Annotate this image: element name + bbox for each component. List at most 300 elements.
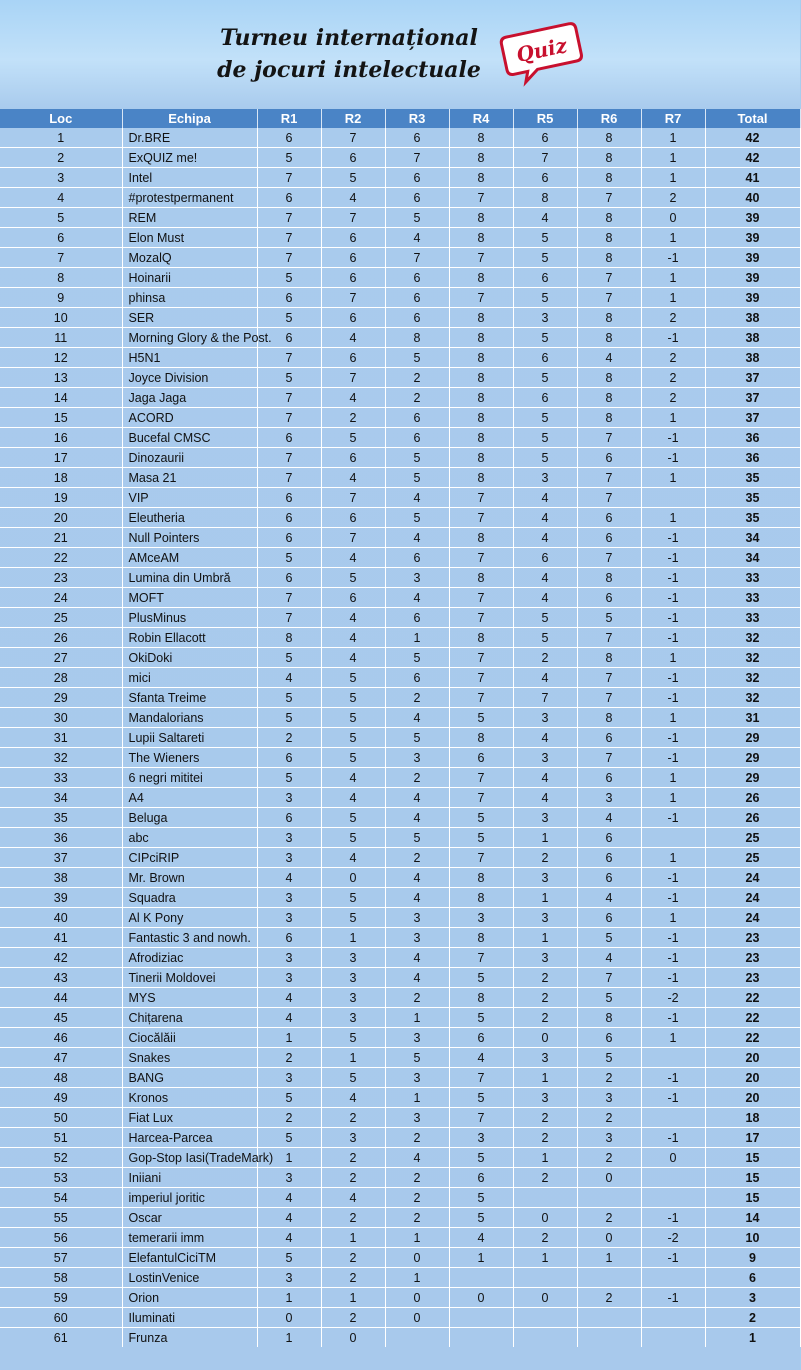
cell-r4: 7 <box>449 1068 513 1088</box>
cell-total: 35 <box>705 488 800 508</box>
cell-r4: 7 <box>449 588 513 608</box>
cell-echipa: CIPciRIP <box>122 848 257 868</box>
cell-r7: 1 <box>641 288 705 308</box>
cell-r3: 6 <box>385 128 449 148</box>
cell-total: 35 <box>705 508 800 528</box>
cell-loc: 16 <box>0 428 122 448</box>
cell-total: 24 <box>705 868 800 888</box>
table-row <box>0 408 800 428</box>
cell-loc: 23 <box>0 568 122 588</box>
cell-echipa: Snakes <box>122 1048 257 1068</box>
cell-r3: 5 <box>385 448 449 468</box>
cell-r2: 5 <box>321 888 385 908</box>
cell-echipa: Morning Glory & the Post. <box>122 328 257 348</box>
cell-echipa: Mandalorians <box>122 708 257 728</box>
table-row <box>0 588 800 608</box>
cell-r3: 6 <box>385 168 449 188</box>
cell-total: 25 <box>705 848 800 868</box>
cell-r1: 6 <box>257 128 321 148</box>
table-row <box>0 1088 800 1108</box>
cell-r1: 1 <box>257 1148 321 1168</box>
cell-echipa: Oscar <box>122 1208 257 1228</box>
cell-total: 38 <box>705 348 800 368</box>
cell-r4: 5 <box>449 708 513 728</box>
cell-r2: 4 <box>321 848 385 868</box>
cell-echipa: Masa 21 <box>122 468 257 488</box>
cell-loc: 49 <box>0 1088 122 1108</box>
cell-r3: 5 <box>385 1048 449 1068</box>
cell-r7: 2 <box>641 388 705 408</box>
table-row <box>0 808 800 828</box>
table-row <box>0 288 800 308</box>
cell-echipa: Lupii Saltareti <box>122 728 257 748</box>
cell-total: 18 <box>705 1108 800 1128</box>
cell-echipa: Joyce Division <box>122 368 257 388</box>
cell-r4: 7 <box>449 668 513 688</box>
cell-loc: 22 <box>0 548 122 568</box>
cell-echipa: BANG <box>122 1068 257 1088</box>
cell-r1: 0 <box>257 1308 321 1328</box>
cell-total: 3 <box>705 1288 800 1308</box>
cell-total: 23 <box>705 948 800 968</box>
cell-r6: 7 <box>577 688 641 708</box>
cell-r6: 8 <box>577 1008 641 1028</box>
cell-r3: 3 <box>385 1108 449 1128</box>
cell-r2: 4 <box>321 548 385 568</box>
cell-r6: 7 <box>577 628 641 648</box>
cell-r2: 5 <box>321 808 385 828</box>
cell-loc: 2 <box>0 148 122 168</box>
cell-r7: 1 <box>641 228 705 248</box>
cell-r5: 4 <box>513 728 577 748</box>
cell-r7: -1 <box>641 328 705 348</box>
cell-r1: 3 <box>257 888 321 908</box>
table-row <box>0 508 800 528</box>
cell-r7: -1 <box>641 968 705 988</box>
cell-r2: 4 <box>321 468 385 488</box>
cell-r2: 7 <box>321 288 385 308</box>
cell-r4: 5 <box>449 1148 513 1168</box>
cell-r6: 8 <box>577 308 641 328</box>
cell-r1: 6 <box>257 928 321 948</box>
cell-r1: 7 <box>257 468 321 488</box>
cell-r4: 8 <box>449 568 513 588</box>
cell-r5 <box>513 1308 577 1328</box>
cell-r4 <box>449 1308 513 1328</box>
cell-loc: 61 <box>0 1328 122 1348</box>
cell-r6: 8 <box>577 408 641 428</box>
cell-r5: 2 <box>513 648 577 668</box>
cell-total: 38 <box>705 308 800 328</box>
cell-r2: 1 <box>321 1228 385 1248</box>
cell-r3: 8 <box>385 328 449 348</box>
cell-r1: 7 <box>257 208 321 228</box>
cell-total: 14 <box>705 1208 800 1228</box>
cell-r3: 2 <box>385 1168 449 1188</box>
cell-r5: 1 <box>513 928 577 948</box>
cell-loc: 32 <box>0 748 122 768</box>
cell-r3: 6 <box>385 668 449 688</box>
cell-total: 36 <box>705 428 800 448</box>
cell-r1: 8 <box>257 628 321 648</box>
cell-r7: -1 <box>641 548 705 568</box>
cell-r4: 8 <box>449 368 513 388</box>
cell-total: 23 <box>705 968 800 988</box>
cell-r5: 2 <box>513 1008 577 1028</box>
cell-r3: 3 <box>385 568 449 588</box>
cell-r5: 4 <box>513 668 577 688</box>
cell-r2: 7 <box>321 208 385 228</box>
cell-total: 32 <box>705 648 800 668</box>
table-row <box>0 948 800 968</box>
cell-r2: 3 <box>321 948 385 968</box>
cell-r5: 4 <box>513 208 577 228</box>
cell-r1: 7 <box>257 588 321 608</box>
cell-r6: 8 <box>577 228 641 248</box>
cell-r3: 4 <box>385 808 449 828</box>
cell-r6: 8 <box>577 128 641 148</box>
cell-r3: 2 <box>385 1188 449 1208</box>
cell-r1: 3 <box>257 788 321 808</box>
cell-total: 33 <box>705 568 800 588</box>
cell-r3: 0 <box>385 1248 449 1268</box>
cell-echipa: Intel <box>122 168 257 188</box>
table-row <box>0 708 800 728</box>
cell-total: 9 <box>705 1248 800 1268</box>
cell-r5: 0 <box>513 1288 577 1308</box>
table-row <box>0 488 800 508</box>
page-title <box>214 22 484 86</box>
cell-echipa: VIP <box>122 488 257 508</box>
table-row <box>0 188 800 208</box>
cell-r5: 2 <box>513 988 577 1008</box>
title-line-2: de jocuri intelectuale <box>217 57 481 83</box>
cell-r5: 4 <box>513 788 577 808</box>
cell-r1: 4 <box>257 868 321 888</box>
table-row <box>0 908 800 928</box>
cell-echipa: Jaga Jaga <box>122 388 257 408</box>
cell-r7: -2 <box>641 988 705 1008</box>
cell-r5: 5 <box>513 288 577 308</box>
cell-r3: 4 <box>385 588 449 608</box>
table-row <box>0 1148 800 1168</box>
cell-total: 42 <box>705 148 800 168</box>
cell-echipa: SER <box>122 308 257 328</box>
cell-r5 <box>513 1188 577 1208</box>
cell-r3: 2 <box>385 688 449 708</box>
cell-r1: 4 <box>257 988 321 1008</box>
cell-r3: 4 <box>385 488 449 508</box>
cell-r4: 8 <box>449 448 513 468</box>
cell-r6: 4 <box>577 808 641 828</box>
cell-r2: 6 <box>321 508 385 528</box>
cell-total: 22 <box>705 1028 800 1048</box>
cell-r3: 2 <box>385 988 449 1008</box>
cell-r2: 5 <box>321 568 385 588</box>
cell-r2: 6 <box>321 308 385 328</box>
cell-r2: 5 <box>321 728 385 748</box>
cell-r7 <box>641 1328 705 1348</box>
table-row <box>0 1188 800 1208</box>
cell-r1: 6 <box>257 568 321 588</box>
cell-r1: 3 <box>257 828 321 848</box>
cell-r1: 6 <box>257 528 321 548</box>
cell-r1: 6 <box>257 188 321 208</box>
cell-r7 <box>641 1048 705 1068</box>
cell-loc: 52 <box>0 1148 122 1168</box>
column-header-total: Total <box>705 109 800 128</box>
cell-r7: -1 <box>641 608 705 628</box>
cell-r2: 2 <box>321 1148 385 1168</box>
cell-echipa: Tinerii Moldovei <box>122 968 257 988</box>
cell-r7: -1 <box>641 888 705 908</box>
table-row <box>0 1268 800 1288</box>
cell-r7: -1 <box>641 528 705 548</box>
table-row <box>0 648 800 668</box>
cell-r6: 2 <box>577 1288 641 1308</box>
cell-r6: 8 <box>577 328 641 348</box>
cell-r6 <box>577 1188 641 1208</box>
cell-r5: 4 <box>513 528 577 548</box>
cell-r6: 4 <box>577 948 641 968</box>
cell-r5: 5 <box>513 328 577 348</box>
cell-r6: 8 <box>577 568 641 588</box>
cell-r4: 8 <box>449 388 513 408</box>
cell-r7: 2 <box>641 308 705 328</box>
cell-r2: 2 <box>321 408 385 428</box>
cell-r1: 7 <box>257 228 321 248</box>
cell-r2: 4 <box>321 188 385 208</box>
cell-r2: 7 <box>321 368 385 388</box>
table-row <box>0 748 800 768</box>
cell-total: 37 <box>705 408 800 428</box>
cell-r2: 7 <box>321 488 385 508</box>
title-line-1: Turneu internațional <box>220 25 478 51</box>
cell-echipa: MozalQ <box>122 248 257 268</box>
cell-echipa: ElefantulCiciTM <box>122 1248 257 1268</box>
cell-echipa: PlusMinus <box>122 608 257 628</box>
cell-total: 32 <box>705 688 800 708</box>
cell-r4: 7 <box>449 848 513 868</box>
cell-total: 34 <box>705 528 800 548</box>
cell-echipa: Fantastic 3 and nowh. <box>122 928 257 948</box>
cell-loc: 37 <box>0 848 122 868</box>
table-row <box>0 208 800 228</box>
cell-r1: 3 <box>257 1168 321 1188</box>
cell-r5: 5 <box>513 248 577 268</box>
cell-r7: -1 <box>641 868 705 888</box>
cell-r6: 2 <box>577 1208 641 1228</box>
table-row <box>0 148 800 168</box>
column-header-r1: R1 <box>257 109 321 128</box>
cell-r6: 2 <box>577 1068 641 1088</box>
cell-r6: 6 <box>577 868 641 888</box>
cell-r1: 7 <box>257 408 321 428</box>
cell-total: 23 <box>705 928 800 948</box>
cell-r3: 5 <box>385 648 449 668</box>
cell-r7 <box>641 488 705 508</box>
table-row <box>0 628 800 648</box>
cell-r2: 6 <box>321 228 385 248</box>
cell-r5: 2 <box>513 1228 577 1248</box>
cell-total: 24 <box>705 908 800 928</box>
table-row <box>0 1308 800 1328</box>
table-row <box>0 728 800 748</box>
cell-total: 38 <box>705 328 800 348</box>
table-body <box>0 128 800 1347</box>
cell-r3: 5 <box>385 828 449 848</box>
cell-r3: 2 <box>385 1208 449 1228</box>
cell-r2: 6 <box>321 248 385 268</box>
cell-r7: -1 <box>641 1208 705 1228</box>
cell-r3: 0 <box>385 1308 449 1328</box>
column-header-r2: R2 <box>321 109 385 128</box>
cell-r6: 6 <box>577 588 641 608</box>
cell-r1: 1 <box>257 1328 321 1348</box>
cell-r1: 4 <box>257 1008 321 1028</box>
cell-r5: 3 <box>513 468 577 488</box>
cell-r4 <box>449 1268 513 1288</box>
cell-r3: 1 <box>385 1008 449 1028</box>
cell-echipa: REM <box>122 208 257 228</box>
cell-r5: 5 <box>513 228 577 248</box>
cell-r7: 1 <box>641 468 705 488</box>
cell-r5: 5 <box>513 628 577 648</box>
cell-r2: 5 <box>321 428 385 448</box>
cell-r3: 6 <box>385 308 449 328</box>
cell-r1: 6 <box>257 288 321 308</box>
cell-loc: 20 <box>0 508 122 528</box>
cell-r1: 6 <box>257 328 321 348</box>
cell-loc: 12 <box>0 348 122 368</box>
table-row <box>0 348 800 368</box>
cell-r6: 2 <box>577 1148 641 1168</box>
cell-r5: 6 <box>513 388 577 408</box>
table-row <box>0 888 800 908</box>
cell-r6: 7 <box>577 548 641 568</box>
cell-r2: 2 <box>321 1108 385 1128</box>
cell-r1: 6 <box>257 508 321 528</box>
cell-r3: 2 <box>385 388 449 408</box>
cell-r5: 2 <box>513 1128 577 1148</box>
cell-total: 26 <box>705 808 800 828</box>
table-row <box>0 1248 800 1268</box>
cell-r5: 4 <box>513 488 577 508</box>
cell-r5: 3 <box>513 708 577 728</box>
cell-r6: 6 <box>577 448 641 468</box>
cell-echipa: Kronos <box>122 1088 257 1108</box>
cell-loc: 4 <box>0 188 122 208</box>
cell-r6: 4 <box>577 888 641 908</box>
cell-r6: 7 <box>577 188 641 208</box>
cell-loc: 5 <box>0 208 122 228</box>
cell-r4: 8 <box>449 628 513 648</box>
cell-r3: 6 <box>385 428 449 448</box>
cell-r5 <box>513 1268 577 1288</box>
cell-r2: 4 <box>321 1188 385 1208</box>
cell-r4: 5 <box>449 808 513 828</box>
table-row <box>0 128 800 148</box>
cell-r1: 4 <box>257 1208 321 1228</box>
cell-r2: 7 <box>321 128 385 148</box>
cell-r7: -2 <box>641 1228 705 1248</box>
cell-r7: 1 <box>641 648 705 668</box>
cell-echipa: 6 negri mititei <box>122 768 257 788</box>
cell-echipa: mici <box>122 668 257 688</box>
cell-total: 20 <box>705 1048 800 1068</box>
table-row <box>0 1288 800 1308</box>
cell-r7: 1 <box>641 128 705 148</box>
cell-loc: 11 <box>0 328 122 348</box>
cell-r4: 7 <box>449 188 513 208</box>
cell-r7: -1 <box>641 668 705 688</box>
cell-r6: 0 <box>577 1228 641 1248</box>
cell-r3: 4 <box>385 948 449 968</box>
cell-echipa: temerarii imm <box>122 1228 257 1248</box>
cell-r1: 7 <box>257 168 321 188</box>
cell-r6: 8 <box>577 168 641 188</box>
cell-r1: 5 <box>257 548 321 568</box>
cell-r1: 5 <box>257 768 321 788</box>
column-header-r4: R4 <box>449 109 513 128</box>
cell-loc: 27 <box>0 648 122 668</box>
logo-text: Quiz <box>514 33 569 68</box>
table-row <box>0 248 800 268</box>
cell-r2: 2 <box>321 1268 385 1288</box>
cell-r6: 8 <box>577 368 641 388</box>
cell-r1: 6 <box>257 488 321 508</box>
cell-r2: 6 <box>321 588 385 608</box>
cell-r6: 3 <box>577 1088 641 1108</box>
table-row <box>0 1168 800 1188</box>
cell-r3: 5 <box>385 208 449 228</box>
cell-total: 26 <box>705 788 800 808</box>
cell-r6: 8 <box>577 388 641 408</box>
cell-r1: 5 <box>257 708 321 728</box>
table-row <box>0 448 800 468</box>
cell-echipa: H5N1 <box>122 348 257 368</box>
cell-r5: 1 <box>513 1248 577 1268</box>
cell-echipa: Fiat Lux <box>122 1108 257 1128</box>
cell-r6: 6 <box>577 908 641 928</box>
cell-r1: 5 <box>257 1248 321 1268</box>
cell-r3: 6 <box>385 408 449 428</box>
cell-r5: 0 <box>513 1208 577 1228</box>
cell-r4: 8 <box>449 148 513 168</box>
table-row <box>0 1008 800 1028</box>
cell-r2: 1 <box>321 1288 385 1308</box>
table-header-row <box>0 109 800 128</box>
cell-r4: 8 <box>449 988 513 1008</box>
table-row <box>0 668 800 688</box>
cell-r6: 6 <box>577 528 641 548</box>
cell-r2: 2 <box>321 1308 385 1328</box>
cell-r6: 6 <box>577 828 641 848</box>
cell-r3: 6 <box>385 548 449 568</box>
cell-r7: 1 <box>641 768 705 788</box>
cell-r6: 8 <box>577 708 641 728</box>
cell-r4: 5 <box>449 1188 513 1208</box>
cell-r2: 6 <box>321 448 385 468</box>
cell-loc: 31 <box>0 728 122 748</box>
cell-r6: 7 <box>577 268 641 288</box>
cell-echipa: Robin Ellacott <box>122 628 257 648</box>
cell-r6: 3 <box>577 1128 641 1148</box>
cell-r2: 6 <box>321 348 385 368</box>
cell-echipa: Frunza <box>122 1328 257 1348</box>
cell-r7: 1 <box>641 168 705 188</box>
cell-r3: 4 <box>385 528 449 548</box>
